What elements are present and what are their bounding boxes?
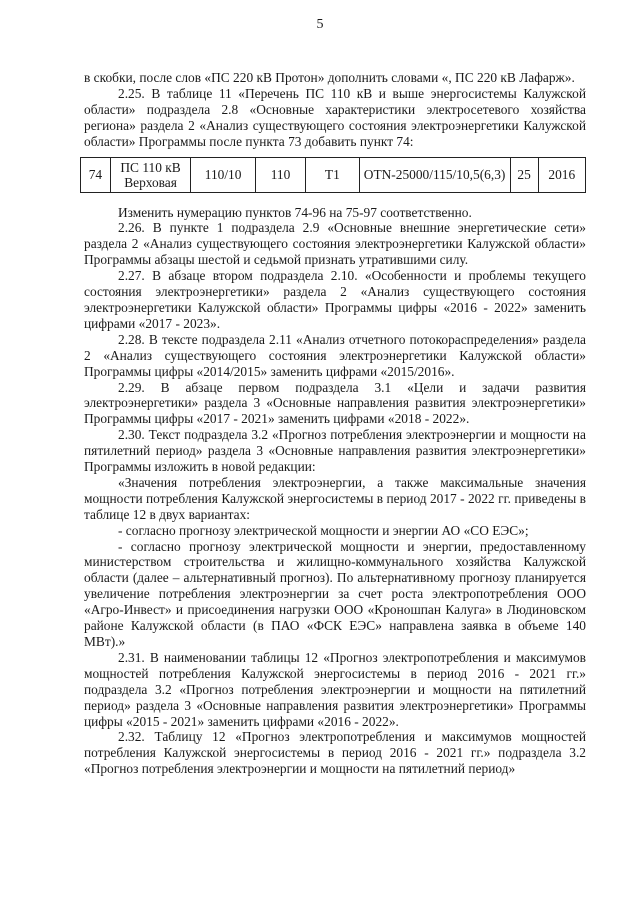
paragraph: 2.30. Текст подраздела 3.2 «Прогноз потребления электроэнергии и мощности на пятилетний период» раздела 3 «Основные направления развития электроэнергетики» Программы изложить в новой редакции: [84,427,586,475]
table-cell-kv: 110 [255,157,305,192]
paragraph: в скобки, после слов «ПС 220 кВ Протон» дополнить словами «, ПС 220 кВ Лафарж». [84,70,575,85]
paragraph: Изменить нумерацию пунктов 74-96 на 75-97 соответственно. [118,204,472,220]
paragraph: 2.29. В абзаце первом подраздела 3.1 «Цели и задачи развития электроэнергетики» раздела 3 «Основные направления развития электроэнергетики» Программы цифры «2017 - 2021» заменить цифрами «2018 - 2022». [84,379,586,427]
paragraph: 2.32. Таблицу 12 «Прогноз электропотребления и максимумов мощностей потребления Калужской энергосистемы в период 2016 - 2021 гг.» подраздела 3.2 «Прогноз потребления электроэнергии и мощности на пятилетний период» [84,729,586,777]
paragraph: 2.28. В тексте подраздела 2.11 «Анализ отчетного потокораспределения» раздела 2 «Анализ существующего состояния электроэнергетики Калужской области» Программы цифры «2014/2015» заменить цифрами «2015/2016». [84,331,586,379]
paragraph: 2.26. В пункте 1 подраздела 2.9 «Основные внешние энергетические сети» раздела 2 «Анализ существующего состояния электроэнергетики Калужской области» Программы абзацы шестой и седьмой признать утратившими силу. [84,220,586,268]
table-cell-voltage: 110/10 [191,157,256,192]
document-body [84,70,586,777]
table-row [81,157,586,192]
table-cell-type: OTN-25000/115/10,5(6,3) [359,157,510,192]
table-11-new-row [80,157,586,193]
table-cell-substation: ПС 110 кВ Верховая [110,157,191,192]
table-cell-number: 74 [81,157,111,192]
paragraph: - согласно прогнозу электрической мощности и энергии, предоставленному министерством строительства и жилищно-коммунального хозяйства Калужской области (далее – альтернативный прогноз). По альтернативному прогнозу планируется увеличение потребления электроэнергии за счет роста электропотребления ООО «Агро-Инвест» и присоединения нагрузки ООО «Кроношпан Калуга» в Людиновском районе Калужской области (в ПАО «ФСК ЕЭС» направлена заявка в объеме 140 МВт).» [84,538,586,649]
table-cell-transformer: Т1 [306,157,359,192]
table-cell-year: 2016 [538,157,585,192]
page-number: 5 [316,17,324,32]
paragraph: 2.25. В таблице 11 «Перечень ПС 110 кВ и выше энергосистемы Калужской области» подраздела 2.8 «Основные характеристики электросетевого хозяйства региона» раздела 2 «Анализ существующего состояния электроэнергетики Калужской области» Программы после пункта 73 добавить пункт 74: [84,85,586,149]
paragraph: - согласно прогнозу электрической мощности и энергии АО «СО ЕЭС»; [118,522,529,538]
paragraph: «Значения потребления электроэнергии, а также максимальные значения мощности потребления Калужской энергосистемы в период 2017 - 2022 гг. приведены в таблице 12 в двух вариантах: [84,474,586,522]
paragraph: 2.31. В наименовании таблицы 12 «Прогноз электропотребления и максимумов мощностей потребления Калужской энергосистемы в период 2016 - 2021 гг.» подраздела 3.2 «Прогноз потребления электроэнергии и мощности на пятилетний период» раздела 3 «Основные направления развития электроэнергетики» Программы цифры «2015 - 2021» заменить цифрами «2016 - 2022». [84,649,586,729]
table-cell-power: 25 [510,157,538,192]
paragraph: 2.27. В абзаце втором подраздела 2.10. «Особенности и проблемы текущего состояния электроэнергетики» раздела 2 «Анализ существующего состояния электроэнергетики Калужской области» Программы цифры «2016 - 2022» заменить цифрами «2017 - 2023». [84,268,586,331]
